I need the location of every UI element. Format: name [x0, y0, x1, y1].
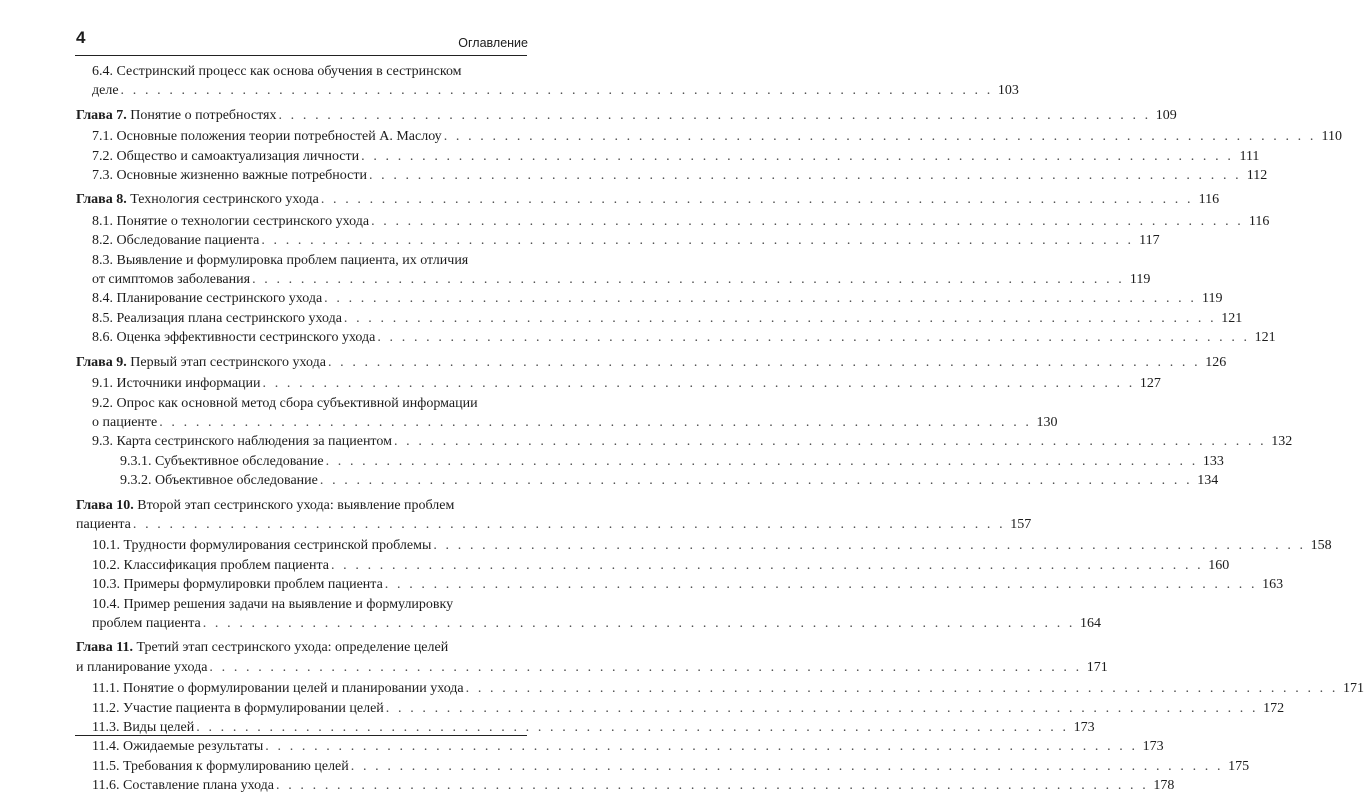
section-entry — [76, 289, 1223, 308]
page-number: 4 — [76, 28, 86, 47]
entry-title — [120, 471, 318, 490]
entry-title-text: 11.1. Понятие о формулировании целей и планировании ухода — [92, 681, 464, 697]
page-ref: 116 — [1198, 192, 1220, 208]
entry-title — [92, 432, 392, 451]
section-entry — [76, 575, 1284, 594]
entry-title-text: 10.4. Пример решения задачи на выявление и формулировку — [92, 596, 454, 612]
page-ref: 127 — [1139, 376, 1161, 392]
entry-title-line — [76, 638, 528, 657]
section-entry — [76, 595, 1102, 634]
page-ref: 117 — [1139, 233, 1160, 249]
section-entry — [76, 432, 1293, 451]
entry-title-text: 11.5. Требования к формулированию целей — [92, 758, 349, 774]
entry-title — [92, 127, 442, 146]
dot-leader: . . . . . . . . . . . . . . . . . . . . . . . . . . . . . . . . . . . . . . . . . . . . . . . . . . . . . . . . . . . . . . . . . . . . . . . . — [384, 577, 1258, 593]
entry-title-text: Первый этап сестринского ухода — [130, 354, 326, 370]
entry-title — [92, 699, 384, 718]
entry-title-text: 8.1. Понятие о технологии сестринского ухода — [92, 213, 370, 229]
entry-title-text: Технология сестринского ухода — [130, 192, 319, 208]
dot-leader: . . . . . . . . . . . . . . . . . . . . . . . . . . . . . . . . . . . . . . . . . . . . . . . . . . . . . . . . . . . . . . . . . . . . . . . . — [433, 538, 1306, 554]
page-ref: 121 — [1221, 310, 1243, 326]
chapter-entry — [76, 496, 1032, 535]
entry-title-text: 8.5. Реализация плана сестринского ухода — [92, 310, 342, 326]
entry-title-text: 8.6. Оценка эффективности сестринского ухода — [92, 330, 376, 346]
entry-title-text: 9.2. Опрос как основной метод сбора субъективной информации — [92, 395, 478, 411]
entry-title — [92, 309, 342, 328]
section-entry — [76, 374, 1161, 393]
section-entry — [76, 231, 1160, 250]
section-entry — [76, 757, 1250, 776]
dot-leader: . . . . . . . . . . . . . . . . . . . . . . . . . . . . . . . . . . . . . . . . . . . . . . . . . . . . . . . . . . . . . . . . . . . . . . . . — [465, 681, 1338, 697]
entry-title-text: 11.3. Виды целей — [92, 720, 195, 735]
dot-leader: . . . . . . . . . . . . . . . . . . . . . . . . . . . . . . . . . . . . . . . . . . . . . . . . . . . . . . . . . . . . . . . . . . . . . . . . — [265, 739, 1138, 755]
dot-leader: . . . . . . . . . . . . . . . . . . . . . . . . . . . . . . . . . . . . . . . . . . . . . . . . . . . . . . . . . . . . . . . . . . . . . . . . — [368, 168, 1242, 184]
dot-leader: . . . . . . . . . . . . . . . . . . . . . . . . . . . . . . . . . . . . . . . . . . . . . . . . . . . . . . . . . . . . . . . . . . . . . . . . — [276, 778, 1149, 794]
section-entry — [76, 776, 1175, 795]
entry-title-text: Понятие о потребностях — [130, 107, 277, 123]
entry-title — [92, 757, 349, 776]
entry-title-text: пациента — [76, 516, 131, 532]
entry-title — [92, 328, 375, 347]
dot-leader: . . . . . . . . . . . . . . . . . . . . . . . . . . . . . . . . . . . . . . . . . . . . . . . . . . . . . . . . . . . . . . . . . . . . . . . . — [443, 129, 1316, 145]
entry-title-text: 9.3.1. Субъективное обследование — [120, 453, 324, 469]
entry-title-text: 8.3. Выявление и формулировка проблем пациента, их отличия — [92, 252, 469, 268]
section-entry — [76, 737, 1164, 756]
entry-title-line — [76, 496, 528, 515]
dot-leader: . . . . . . . . . . . . . . . . . . . . . . . . . . . . . . . . . . . . . . . . . . . . . . . . . . . . . . . . . . . . . . . . . . . . . . . . — [319, 473, 1193, 489]
entry-title-text: проблем пациента — [92, 615, 201, 631]
section-entry — [76, 127, 1342, 146]
chapter-entry — [76, 638, 1108, 677]
page-ref: 158 — [1310, 538, 1332, 554]
page-ref: 132 — [1271, 434, 1293, 450]
footer-rule — [75, 735, 527, 736]
entry-title — [92, 289, 322, 308]
chapter-label: Глава 8. — [76, 192, 127, 208]
entry-title — [92, 413, 157, 432]
entry-title — [92, 147, 359, 166]
dot-leader: . . . . . . . . . . . . . . . . . . . . . . . . . . . . . . . . . . . . . . . . . . . . . . . . . . . . . . . . . . . . . . . . . . . . . . . . — [371, 213, 1244, 229]
entry-title-text: 10.2. Классификация проблем пациента — [92, 557, 329, 573]
entry-title — [76, 106, 276, 125]
chapter-entry — [76, 190, 1220, 209]
section-entry — [76, 147, 1260, 166]
dot-leader: . . . . . . . . . . . . . . . . . . . . . . . . . . . . . . . . . . . . . . . . . . . . . . . . . . . . . . . . . . . . . . . . . . . . . . . . — [196, 720, 1069, 735]
section-entry — [76, 699, 1285, 718]
dot-leader: . . . . . . . . . . . . . . . . . . . . . . . . . . . . . . . . . . . . . . . . . . . . . . . . . . . . . . . . . . . . . . . . . . . . . . . . — [325, 453, 1198, 469]
entry-title-text: 7.1. Основные положения теории потребностей А. Маслоу — [92, 129, 442, 145]
page-ref: 109 — [1155, 107, 1177, 123]
dot-leader: . . . . . . . . . . . . . . . . . . . . . . . . . . . . . . . . . . . . . . . . . . . . . . . . . . . . . . . . . . . . . . . . . . . . . . . . — [393, 434, 1267, 450]
entry-title — [92, 81, 119, 100]
page-ref: 116 — [1248, 213, 1270, 229]
entry-title — [92, 536, 431, 555]
section-entry — [76, 394, 1058, 433]
dot-leader: . . . . . . . . . . . . . . . . . . . . . . . . . . . . . . . . . . . . . . . . . . . . . . . . . . . . . . . . . . . . . . . . . . . . . . . . — [261, 233, 1134, 249]
entry-title-text: Второй этап сестринского ухода: выявление проблем — [137, 497, 455, 513]
page-ref: 178 — [1153, 778, 1175, 794]
page-ref: 164 — [1080, 615, 1102, 631]
page-ref: 171 — [1086, 659, 1108, 675]
dot-leader: . . . . . . . . . . . . . . . . . . . . . . . . . . . . . . . . . . . . . . . . . . . . . . . . . . . . . . . . . . . . . . . . . . . . . . . . — [327, 354, 1201, 370]
entry-title-text: 8.4. Планирование сестринского ухода — [92, 291, 323, 307]
dot-leader: . . . . . . . . . . . . . . . . . . . . . . . . . . . . . . . . . . . . . . . . . . . . . . . . . . . . . . . . . . . . . . . . . . . . . . . . — [324, 291, 1197, 307]
section-entry — [76, 251, 1151, 290]
entry-title-text: деле — [92, 83, 119, 99]
entry-title — [76, 353, 326, 372]
page-ref: 121 — [1254, 330, 1276, 346]
entry-title-text: от симптомов заболевания — [92, 272, 251, 288]
dot-leader: . . . . . . . . . . . . . . . . . . . . . . . . . . . . . . . . . . . . . . . . . . . . . . . . . . . . . . . . . . . . . . . . . . . . . . . . — [120, 83, 993, 99]
section-entry — [76, 471, 1219, 490]
entry-title — [92, 166, 367, 185]
page-ref: 173 — [1142, 739, 1164, 755]
section-entry — [76, 62, 1019, 101]
entry-title-text: 11.4. Ожидаемые результаты — [92, 739, 264, 755]
entry-title-text: 9.3. Карта сестринского наблюдения за пациентом — [92, 434, 392, 450]
entry-title-text: 11.6. Составление плана ухода — [92, 778, 275, 794]
entry-title — [92, 776, 274, 795]
dot-leader: . . . . . . . . . . . . . . . . . . . . . . . . . . . . . . . . . . . . . . . . . . . . . . . . . . . . . . . . . . . . . . . . . . . . . . . . — [343, 310, 1217, 326]
page-ref: 133 — [1202, 453, 1224, 469]
page-ref: 112 — [1246, 168, 1268, 184]
header-rule — [75, 55, 527, 56]
entry-title-line — [92, 62, 528, 81]
page-ref: 103 — [997, 83, 1019, 99]
entry-title-text: 9.1. Источники информации — [92, 376, 261, 392]
dot-leader: . . . . . . . . . . . . . . . . . . . . . . . . . . . . . . . . . . . . . . . . . . . . . . . . . . . . . . . . . . . . . . . . . . . . . . . . — [252, 272, 1125, 288]
page-ref: 175 — [1228, 758, 1250, 774]
entry-title — [92, 737, 263, 756]
dot-leader: . . . . . . . . . . . . . . . . . . . . . . . . . . . . . . . . . . . . . . . . . . . . . . . . . . . . . . . . . . . . . . . . . . . . . . . . — [132, 516, 1006, 532]
entry-title-text: 10.3. Примеры формулировки проблем пациента — [92, 577, 383, 593]
page-ref: 126 — [1205, 354, 1227, 370]
page-ref: 171 — [1342, 681, 1364, 697]
running-header-title: Оглавление — [458, 36, 528, 50]
dot-leader: . . . . . . . . . . . . . . . . . . . . . . . . . . . . . . . . . . . . . . . . . . . . . . . . . . . . . . . . . . . . . . . . . . . . . . . . — [350, 758, 1224, 774]
section-entry — [76, 679, 1364, 698]
dot-leader: . . . . . . . . . . . . . . . . . . . . . . . . . . . . . . . . . . . . . . . . . . . . . . . . . . . . . . . . . . . . . . . . . . . . . . . . — [320, 192, 1194, 208]
entry-title-text: 10.1. Трудности формулирования сестринской проблемы — [92, 538, 432, 554]
entry-title-line — [92, 595, 528, 614]
entry-title — [92, 212, 369, 231]
entry-title — [92, 575, 383, 594]
entry-title-text: 7.3. Основные жизненно важные потребности — [92, 168, 367, 184]
entry-title-text: 6.4. Сестринский процесс как основа обучения в сестринском — [92, 64, 462, 79]
section-entry — [76, 556, 1230, 575]
entry-title — [92, 556, 329, 575]
entry-title-text: 11.2. Участие пациента в формулировании целей — [92, 700, 384, 716]
page-ref: 119 — [1202, 291, 1223, 307]
entry-title — [92, 270, 250, 289]
section-entry — [76, 166, 1268, 185]
page-ref: 173 — [1073, 720, 1095, 735]
page-ref: 110 — [1321, 129, 1342, 145]
section-entry — [76, 309, 1243, 328]
entry-title-text: и планирование ухода — [76, 659, 208, 675]
dot-leader: . . . . . . . . . . . . . . . . . . . . . . . . . . . . . . . . . . . . . . . . . . . . . . . . . . . . . . . . . . . . . . . . . . . . . . . . — [262, 376, 1135, 392]
dot-leader: . . . . . . . . . . . . . . . . . . . . . . . . . . . . . . . . . . . . . . . . . . . . . . . . . . . . . . . . . . . . . . . . . . . . . . . . — [278, 107, 1151, 123]
dot-leader: . . . . . . . . . . . . . . . . . . . . . . . . . . . . . . . . . . . . . . . . . . . . . . . . . . . . . . . . . . . . . . . . . . . . . . . . — [385, 700, 1259, 716]
chapter-label: Глава 10. — [76, 497, 134, 513]
page-ref: 111 — [1239, 148, 1260, 164]
dot-leader: . . . . . . . . . . . . . . . . . . . . . . . . . . . . . . . . . . . . . . . . . . . . . . . . . . . . . . . . . . . . . . . . . . . . . . . . — [159, 414, 1032, 430]
section-entry — [76, 328, 1276, 347]
entry-title — [92, 614, 201, 633]
entry-title — [92, 374, 261, 393]
entry-title-text: 9.3.2. Объективное обследование — [120, 473, 318, 489]
section-entry — [76, 212, 1270, 231]
entry-title — [92, 231, 259, 250]
page-ref: 134 — [1197, 473, 1219, 489]
entry-title-line — [92, 251, 528, 270]
page-ref: 130 — [1036, 414, 1058, 430]
page-ref: 160 — [1208, 557, 1230, 573]
table-of-contents — [76, 62, 1364, 796]
entry-title-text: Третий этап сестринского ухода: определение целей — [136, 640, 449, 656]
chapter-label: Глава 11. — [76, 640, 133, 656]
entry-title-text: 7.2. Общество и самоактуализация личности — [92, 148, 360, 164]
dot-leader: . . . . . . . . . . . . . . . . . . . . . . . . . . . . . . . . . . . . . . . . . . . . . . . . . . . . . . . . . . . . . . . . . . . . . . . . — [202, 615, 1076, 631]
chapter-entry — [76, 353, 1227, 372]
dot-leader: . . . . . . . . . . . . . . . . . . . . . . . . . . . . . . . . . . . . . . . . . . . . . . . . . . . . . . . . . . . . . . . . . . . . . . . . — [209, 659, 1082, 675]
section-entry — [76, 452, 1224, 471]
chapter-entry — [76, 106, 1177, 125]
entry-title-line — [92, 394, 528, 413]
entry-title — [92, 679, 464, 698]
section-entry — [76, 536, 1332, 555]
dot-leader: . . . . . . . . . . . . . . . . . . . . . . . . . . . . . . . . . . . . . . . . . . . . . . . . . . . . . . . . . . . . . . . . . . . . . . . . — [330, 557, 1204, 573]
dot-leader: . . . . . . . . . . . . . . . . . . . . . . . . . . . . . . . . . . . . . . . . . . . . . . . . . . . . . . . . . . . . . . . . . . . . . . . . — [361, 148, 1234, 164]
page-ref: 157 — [1010, 516, 1032, 532]
entry-title — [76, 515, 131, 534]
entry-title-text: 8.2. Обследование пациента — [92, 233, 260, 249]
dot-leader: . . . . . . . . . . . . . . . . . . . . . . . . . . . . . . . . . . . . . . . . . . . . . . . . . . . . . . . . . . . . . . . . . . . . . . . . — [377, 330, 1250, 346]
chapter-label: Глава 9. — [76, 354, 127, 370]
page-ref: 172 — [1263, 700, 1285, 716]
page-ref: 163 — [1262, 577, 1284, 593]
page-ref: 119 — [1129, 272, 1151, 288]
chapter-label: Глава 7. — [76, 107, 127, 123]
entry-title — [76, 190, 319, 209]
entry-title — [120, 452, 324, 471]
entry-title-text: о пациенте — [92, 414, 158, 430]
entry-title — [76, 658, 207, 677]
